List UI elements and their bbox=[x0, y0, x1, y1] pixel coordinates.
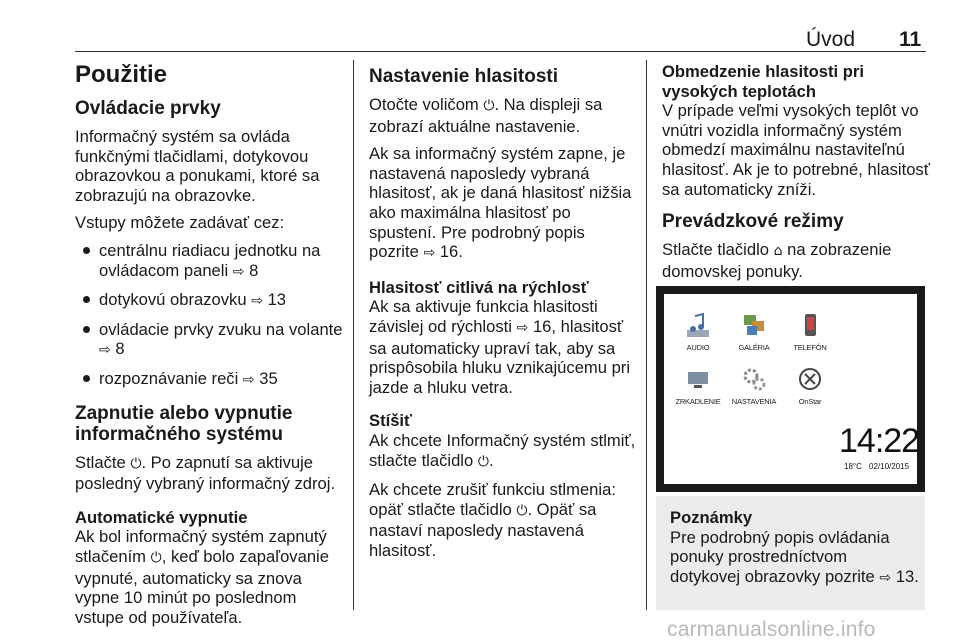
paragraph: Otočte voličom ⏻. Na displeji sa zobrazí aktuálne nastavenie. bbox=[369, 95, 603, 136]
column-divider bbox=[646, 60, 647, 610]
watermark: carmanualsonline.info bbox=[667, 618, 876, 641]
list-item: centrálnu riadiacu jednotku na ovládacom paneli ⇨ 8 bbox=[75, 241, 345, 282]
heading-temp-limit: Obmedzenie hlasitosti pri vysokých teplotách bbox=[662, 62, 864, 101]
gear-icon bbox=[741, 366, 767, 392]
paragraph: Ak chcete Informačný systém stlmiť, stlačte tlačidlo ⏻. bbox=[369, 430, 636, 470]
onstar-app: OnStar bbox=[782, 366, 838, 406]
ref-arrow-icon: ⇨ bbox=[516, 319, 529, 336]
column-1 bbox=[75, 62, 345, 635]
heading-power: Zapnutie alebo vypnutie informačného systému bbox=[75, 402, 293, 445]
note-text: Pre podrobný popis ovládania ponuky prostredníctvom dotykovej obrazovky pozrite ⇨ 13. bbox=[670, 527, 919, 586]
onstar-icon bbox=[797, 366, 823, 392]
ref-arrow-icon: ⇨ bbox=[879, 569, 892, 586]
ref-arrow-icon: ⇨ bbox=[242, 371, 255, 388]
date: 02/10/2015 bbox=[869, 462, 910, 471]
power-icon: ⏻ bbox=[477, 453, 489, 470]
audio-app: AUDIO bbox=[670, 312, 726, 352]
gallery-icon bbox=[741, 312, 767, 338]
heading-modes: Prevádzkové režimy bbox=[662, 211, 844, 233]
ref-arrow-icon: ⇨ bbox=[251, 293, 263, 310]
heading-controls: Ovládacie prvky bbox=[75, 98, 221, 119]
list-item: dotykovú obrazovku ⇨ 13 bbox=[75, 290, 345, 312]
music-note-icon bbox=[685, 312, 711, 338]
paragraph: Ak sa aktivuje funkcia hlasitosti závislej od rýchlosti ⇨ 16, hlasitosť sa automaticky upraví tak, aby sa prispôsobila hluku vznikajúcemu pri jazde a hluku vetra. bbox=[369, 297, 631, 397]
phone-icon bbox=[797, 312, 823, 338]
power-icon: ⏻ bbox=[150, 549, 162, 566]
power-icon: ⏻ bbox=[130, 455, 142, 472]
column-2 bbox=[369, 62, 637, 568]
home-screen-image bbox=[656, 286, 925, 492]
heading-mute: Stíšiť bbox=[369, 411, 412, 431]
ref-arrow-icon: ⇨ bbox=[232, 263, 245, 280]
clock: 14:22 bbox=[839, 422, 920, 460]
settings-app: NASTAVENIA bbox=[726, 366, 782, 406]
column-3 bbox=[662, 62, 932, 289]
page-header bbox=[0, 0, 960, 52]
mirroring-icon bbox=[685, 366, 711, 392]
paragraph: Stlačte ⏻. Po zapnutí sa aktivuje posledný vybraný informačný zdroj. bbox=[75, 452, 336, 494]
page-number: 11 bbox=[899, 28, 922, 51]
home-icon: ⌂ bbox=[773, 243, 783, 260]
paragraph: Stlačte tlačidlo ⌂ na zobrazenie domovskej ponuky. bbox=[662, 240, 892, 281]
paragraph: Vstupy môžete zadávať cez: bbox=[75, 213, 285, 233]
paragraph: Ak bol informačný systém zapnutý stlačením ⏻, keď bolo zapaľovanie vypnuté, automaticky sa znova vypne 10 minút po poslednom vstupe od používateľa. bbox=[75, 527, 329, 627]
column-divider bbox=[353, 60, 354, 610]
power-icon: ⏻ bbox=[483, 98, 495, 114]
list-item: rozpoznávanie reči ⇨ 35 bbox=[75, 369, 345, 391]
paragraph: V prípade veľmi vysokých teplôt vo vnútri vozidla informačný systém obmedzí maximálnu nastaviteľnú hlasitosť. Ak je to potrebné, hlasitosť sa automaticky zníži. bbox=[662, 101, 930, 199]
paragraph: Ak sa informačný systém zapne, je nastavená naposledy vybraná hlasitosť, ak je daná hlasitosť nižšia ako maximálna hlasitosť po spustení. Pre podrobný popis pozrite ⇨ 16. bbox=[369, 144, 632, 262]
section-title: Úvod bbox=[806, 28, 856, 51]
note-box bbox=[656, 496, 925, 610]
list-item: ovládacie prvky zvuku na volante ⇨ 8 bbox=[75, 320, 345, 361]
phone-app: TELEFÓN bbox=[782, 312, 838, 352]
gallery-app: GALÉRIA bbox=[726, 312, 782, 352]
note-title: Poznámky bbox=[670, 508, 753, 527]
mirroring-app: ZRKADLENIE bbox=[670, 366, 726, 406]
ref-arrow-icon: ⇨ bbox=[423, 245, 436, 262]
paragraph: Informačný systém sa ovláda funkčnými tlačidlami, dotykovou obrazovkou a ponukami, ktoré sa zobrazujú na obrazovke. bbox=[75, 127, 320, 205]
heading-auto-off: Automatické vypnutie bbox=[75, 507, 248, 527]
heading-volume: Nastavenie hlasitosti bbox=[369, 66, 559, 87]
header-rule bbox=[75, 51, 926, 52]
heading-speed-volume: Hlasitosť citlivá na rýchlosť bbox=[369, 277, 589, 297]
power-icon: ⏻ bbox=[516, 502, 528, 519]
ref-arrow-icon: ⇨ bbox=[99, 342, 111, 359]
input-list bbox=[75, 241, 345, 391]
temperature: 18°C bbox=[844, 462, 862, 471]
page-title: Použitie bbox=[75, 61, 168, 88]
paragraph: Ak chcete zrušiť funkciu stlmenia: opäť stlačte tlačidlo ⏻. Opäť sa nastaví naposledy nastavená hlasitosť. bbox=[369, 480, 616, 560]
